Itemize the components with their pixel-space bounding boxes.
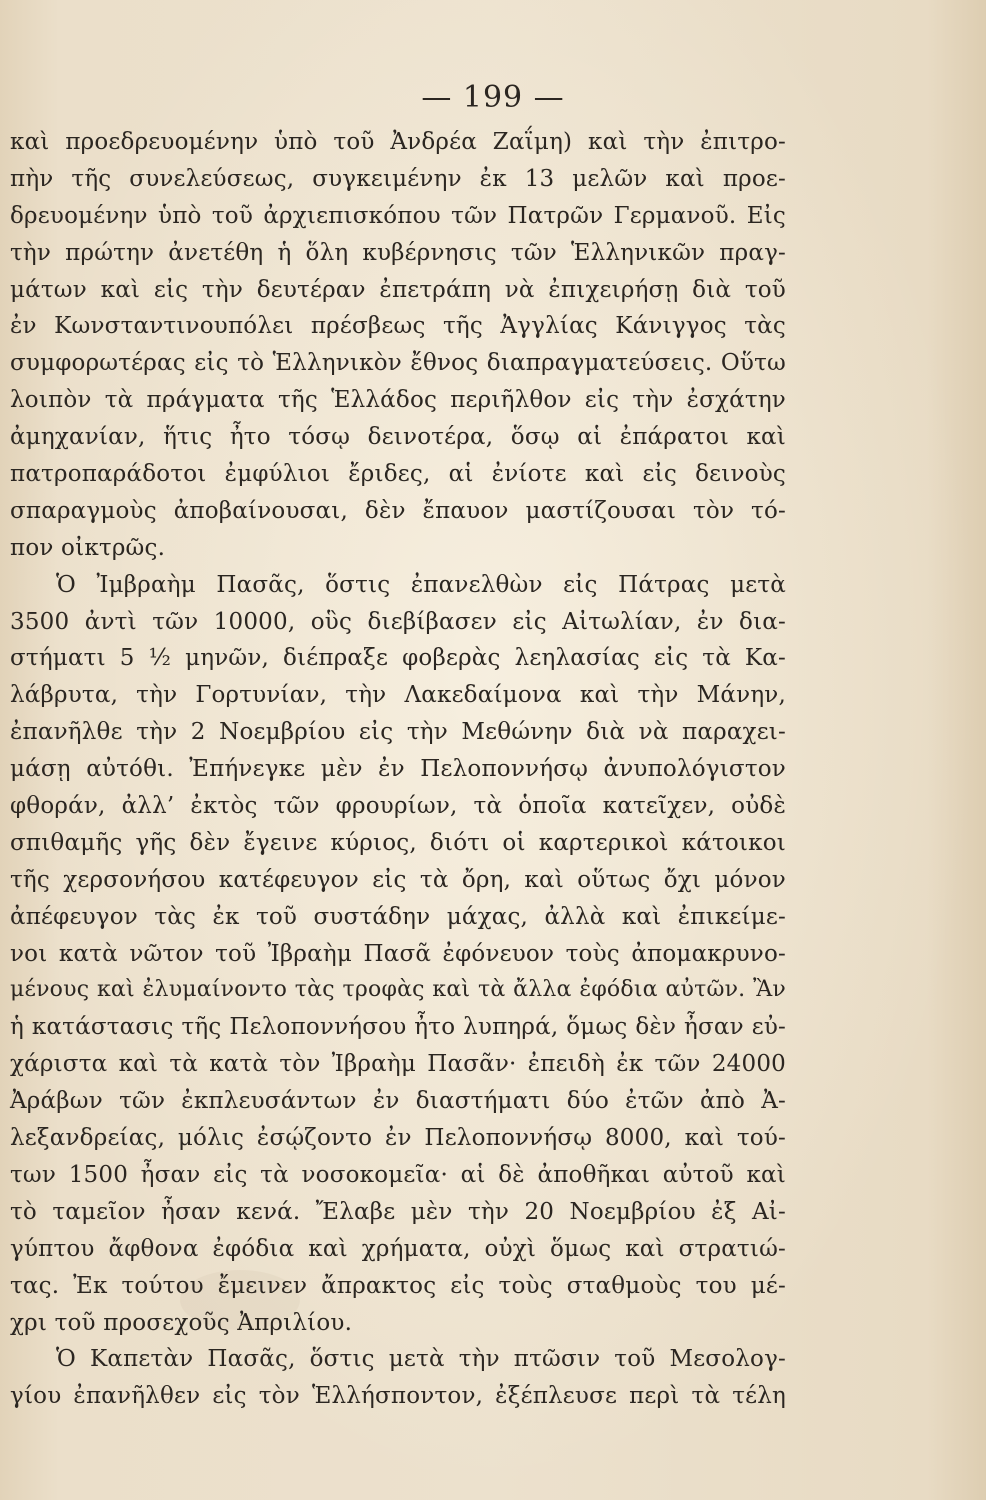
text-line: τὸ ταμεῖον ἦσαν κενά. Ἔλαβε μὲν τὴν 20 Νοεμβρίου ἐξ Αἰ- xyxy=(10,1198,786,1225)
paragraph-first-line: Ὁ Καπετὰν Πασᾶς, ὅστις μετὰ τὴν πτῶσιν τοῦ Μεσολογ- xyxy=(56,1346,786,1373)
text-line: ἀμηχανίαν, ἥτις ἦτο τόσῳ δεινοτέρα, ὅσῳ αἱ ἐπάρατοι καὶ xyxy=(10,424,786,451)
text-line: σπιθαμῆς γῆς δὲν ἔγεινε κύριος, διότι οἱ καρτερικοὶ κάτοικοι xyxy=(10,829,786,856)
text-line: χρι τοῦ προσεχοῦς Ἀπριλίου. xyxy=(10,1309,353,1336)
text-line: ἡ κατάστασις τῆς Πελοποννήσου ἦτο λυπηρά, ὅμως δὲν ἦσαν εὐ- xyxy=(10,1014,786,1041)
text-line: τὴν πρώτην ἀνετέθη ἡ ὅλη κυβέρνησις τῶν Ἑλληνικῶν πραγ- xyxy=(10,239,786,266)
text-line: ἀπέφευγον τὰς ἐκ τοῦ συστάδην μάχας, ἀλλὰ καὶ ἐπικείμε- xyxy=(10,903,786,930)
text-line: σπαραγμοὺς ἀποβαίνουσαι, δὲν ἔπαυον μαστίζουσαι τὸν τό- xyxy=(10,497,786,524)
text-line: ἐν Κωνσταντινουπόλει πρέσβεως τῆς Ἀγγλίας Κάνιγγος τὰς xyxy=(10,313,786,340)
text-line: μένους καὶ ἐλυμαίνοντο τὰς τροφὰς καὶ τὰ ἄλλα ἐφόδια αὐτῶν. Ἂν xyxy=(10,977,786,1003)
page-header xyxy=(0,80,986,115)
text-line: στήματι 5 ½ μηνῶν, διέπραξε φοβερὰς λεηλασίας εἰς τὰ Κα- xyxy=(10,645,786,672)
text-line: τῆς χερσονήσου κατέφευγον εἰς τὰ ὄρη, καὶ οὕτως ὄχι μόνον xyxy=(10,866,786,893)
paragraph-first-line: Ὁ Ἰμβραὴμ Πασᾶς, ὅστις ἐπανελθὼν εἰς Πάτρας μετὰ xyxy=(56,571,786,598)
text-line: συμφορωτέρας εἰς τὸ Ἑλληνικὸν ἔθνος διαπραγματεύσεις. Οὕτω xyxy=(10,350,786,377)
text-line: μάτων καὶ εἰς τὴν δευτέραν ἐπετράπη νὰ ἐπιχειρήσῃ διὰ τοῦ xyxy=(10,276,786,303)
text-line: μάσῃ αὐτόθι. Ἐπήνεγκε μὲν ἐν Πελοποννήσῳ ἀνυπολόγιστον xyxy=(10,756,786,783)
text-line: γύπτου ἄφθονα ἐφόδια καὶ χρήματα, οὐχὶ ὅμως καὶ στρατιώ- xyxy=(10,1235,786,1262)
page-number: — 199 — xyxy=(421,80,565,115)
text-line: λεξανδρείας, μόλις ἐσῴζοντο ἐν Πελοποννήσῳ 8000, καὶ τού- xyxy=(10,1125,786,1152)
text-line: φθοράν, ἀλλ’ ἐκτὸς τῶν φρουρίων, τὰ ὁποῖα κατεῖχεν, οὐδὲ xyxy=(10,793,786,820)
text-line: λάβρυτα, τὴν Γορτυνίαν, τὴν Λακεδαίμονα καὶ τὴν Μάνην, xyxy=(10,682,786,709)
text-line: δρευομένην ὑπὸ τοῦ ἀρχιεπισκόπου τῶν Πατρῶν Γερμανοῦ. Εἰς xyxy=(10,202,786,229)
text-line: νοι κατὰ νῶτον τοῦ Ἰβραὴμ Πασᾶ ἐφόνευον τοὺς ἀπομακρυνο- xyxy=(10,940,786,967)
text-line: τας. Ἐκ τούτου ἔμεινεν ἄπρακτος εἰς τοὺς σταθμοὺς του μέ- xyxy=(10,1272,786,1299)
text-line: των 1500 ἦσαν εἰς τὰ νοσοκομεῖα· αἱ δὲ ἀποθῆκαι αὐτοῦ καὶ xyxy=(10,1161,786,1188)
text-line: χάριστα καὶ τὰ κατὰ τὸν Ἰβραὴμ Πασᾶν· ἐπειδὴ ἐκ τῶν 24000 xyxy=(10,1051,786,1078)
text-line: πὴν τῆς συνελεύσεως, συγκειμένην ἐκ 13 μελῶν καὶ προε- xyxy=(10,165,786,192)
body-text xyxy=(10,124,786,1415)
text-line: καὶ προεδρευομένην ὑπὸ τοῦ Ἀνδρέα Ζαΐμη) καὶ τὴν ἐπιτρο- xyxy=(10,129,786,155)
text-line: ἐπανῆλθε τὴν 2 Νοεμβρίου εἰς τὴν Μεθώνην διὰ νὰ παραχει- xyxy=(10,719,786,746)
text-line: λοιπὸν τὰ πράγματα τῆς Ἑλλάδος περιῆλθον εἰς τὴν ἐσχάτην xyxy=(10,387,786,414)
text-line: Ἀράβων τῶν ἐκπλευσάντων ἐν διαστήματι δύο ἐτῶν ἀπὸ Ἀ- xyxy=(10,1088,786,1115)
text-line: 3500 ἀντὶ τῶν 10000, οὓς διεβίβασεν εἰς Αἰτωλίαν, ἐν δια- xyxy=(10,608,786,635)
text-line: πον οἰκτρῶς. xyxy=(10,534,166,561)
text-line: πατροπαράδοτοι ἐμφύλιοι ἔριδες, αἱ ἐνίοτε καὶ εἰς δεινοὺς xyxy=(10,461,786,488)
text-line: γίου ἐπανῆλθεν εἰς τὸν Ἑλλήσποντον, ἐξέπλευσε περὶ τὰ τέλη xyxy=(10,1383,786,1410)
